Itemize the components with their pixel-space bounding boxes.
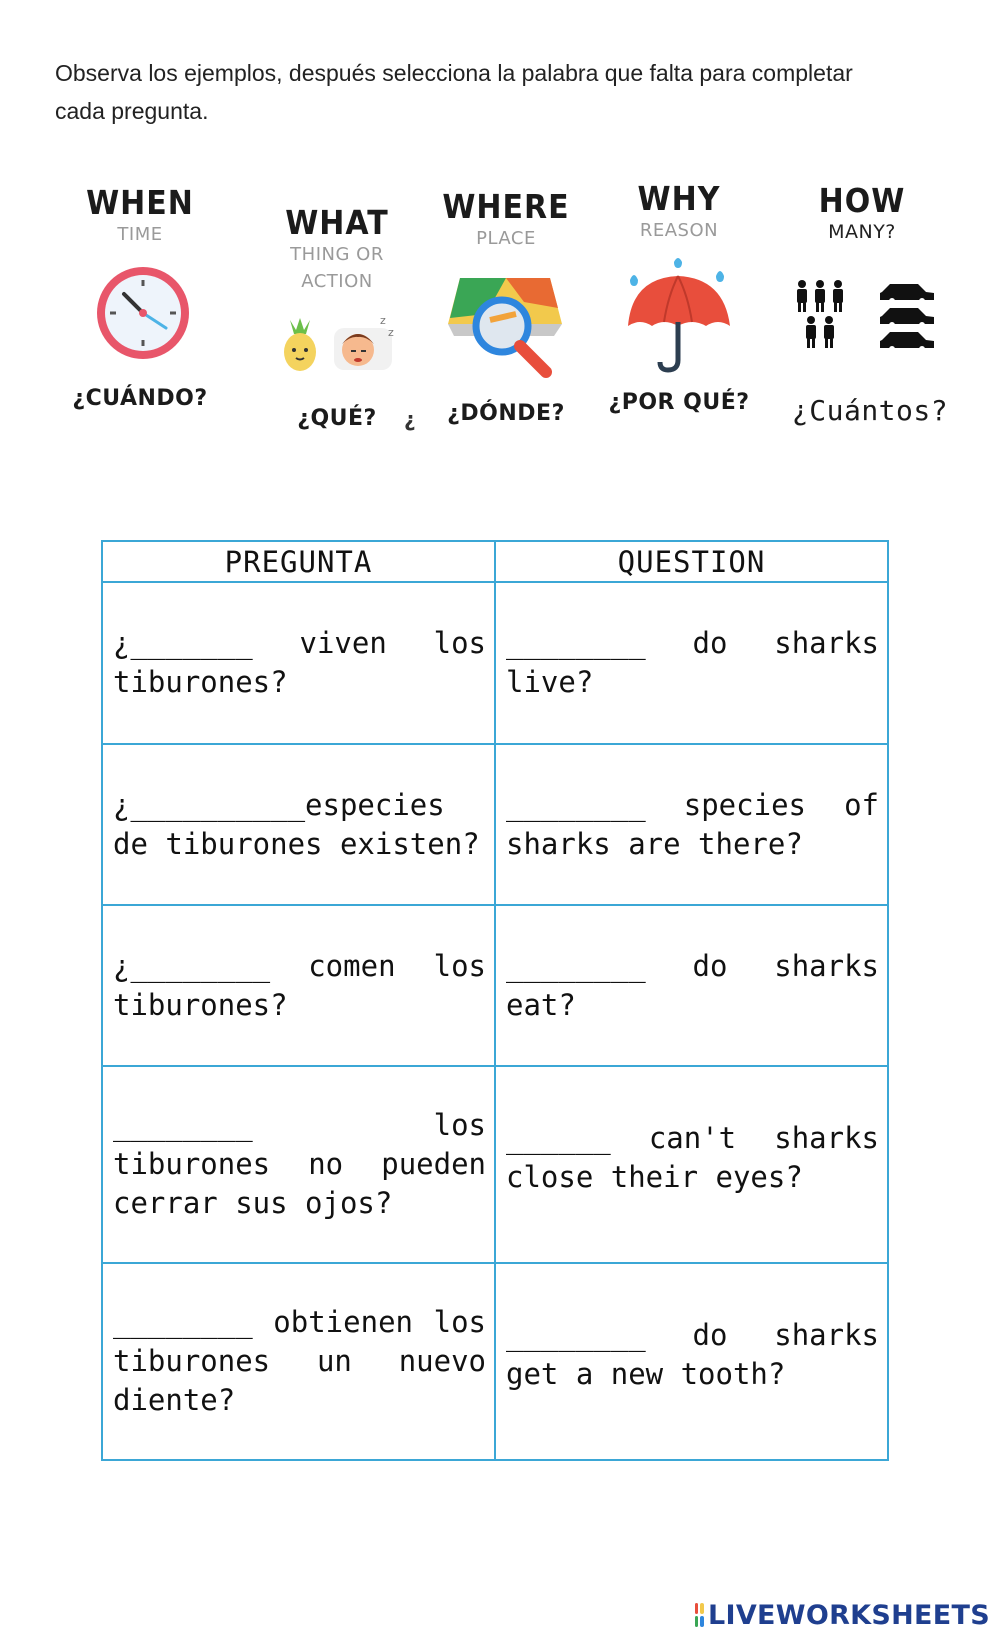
spanish-question-text: ¿_______ viven los tiburones? <box>113 626 486 699</box>
brand-text: LIVEWORKSHEETS <box>707 1599 990 1631</box>
card-what-spanish: ¿QUÉ? <box>297 406 377 431</box>
sleeping-pineapple-icon <box>272 310 402 376</box>
header-question: QUESTION <box>495 541 888 582</box>
card-what <box>268 198 406 443</box>
cell-english <box>495 905 888 1066</box>
liveworksheets-logo-icon <box>695 1603 704 1627</box>
card-why-spanish: ¿POR QUÉ? <box>608 390 750 415</box>
card-where <box>436 186 576 448</box>
card-where-spanish: ¿DÓNDE? <box>447 401 565 426</box>
english-question-text: ______ can't sharks close their eyes? <box>506 1121 879 1194</box>
spanish-question-text: ________ los tiburones no pueden cerrar sus ojos? <box>113 1108 486 1220</box>
people-cars-icon <box>794 278 944 354</box>
card-why <box>606 176 752 440</box>
cell-english <box>495 582 888 744</box>
cell-spanish <box>102 1066 495 1263</box>
table-row <box>102 744 888 905</box>
table-row <box>102 905 888 1066</box>
svg-text:z: z <box>380 314 386 327</box>
card-when-subtitle: TIME <box>117 224 163 245</box>
table-row <box>102 582 888 744</box>
cell-spanish <box>102 905 495 1066</box>
umbrella-rain-icon <box>620 256 740 376</box>
english-question-text: ________ do sharks get a new tooth? <box>506 1318 879 1391</box>
card-how-spanish: ¿Cuántos? <box>791 394 949 427</box>
spanish-question-text: ¿________ comen los tiburones? <box>113 948 486 1022</box>
table-row <box>102 1263 888 1460</box>
spanish-question-text: ¿__________especies de tiburones existen? <box>113 787 480 861</box>
cell-spanish <box>102 1263 495 1460</box>
card-why-title: WHY <box>637 180 721 219</box>
liveworksheets-brand[interactable] <box>695 1596 990 1634</box>
english-question-text: ________ do sharks live? <box>506 626 879 699</box>
stray-mark: ¿ <box>404 407 416 431</box>
card-when-spanish: ¿CUÁNDO? <box>72 386 208 411</box>
cell-english <box>495 1066 888 1263</box>
cell-spanish <box>102 744 495 905</box>
table-row <box>102 1066 888 1263</box>
card-when-title: WHEN <box>86 184 194 223</box>
card-how-title: HOW <box>818 182 906 221</box>
card-what-subtitle-1: THING OR <box>290 244 384 265</box>
card-how <box>780 176 960 434</box>
card-how-subtitle: MANY? <box>828 221 896 243</box>
cell-english <box>495 744 888 905</box>
table-header-row <box>102 541 888 582</box>
svg-text:z: z <box>388 326 394 339</box>
english-question-text: ________ do sharks eat? <box>506 948 879 1022</box>
instructions-text: Observa los ejemplos, después selecciona la palabra que falta para completar cada pregunta. <box>55 60 853 124</box>
map-magnifier-icon <box>446 274 566 384</box>
spanish-question-text: ________ obtienen los tiburones un nuevo diente? <box>113 1305 486 1417</box>
questions-table <box>101 540 889 1461</box>
card-what-title: WHAT <box>285 204 389 243</box>
card-what-subtitle-2: ACTION <box>301 271 373 292</box>
card-when <box>70 178 210 423</box>
card-why-subtitle: REASON <box>639 220 719 241</box>
cell-english <box>495 1263 888 1460</box>
card-where-subtitle: PLACE <box>476 228 536 249</box>
header-pregunta: PREGUNTA <box>102 541 495 582</box>
cell-spanish <box>102 582 495 744</box>
clock-icon <box>94 264 192 362</box>
card-where-title: WHERE <box>442 188 570 227</box>
english-question-text: ________ species of sharks are there? <box>506 787 879 861</box>
